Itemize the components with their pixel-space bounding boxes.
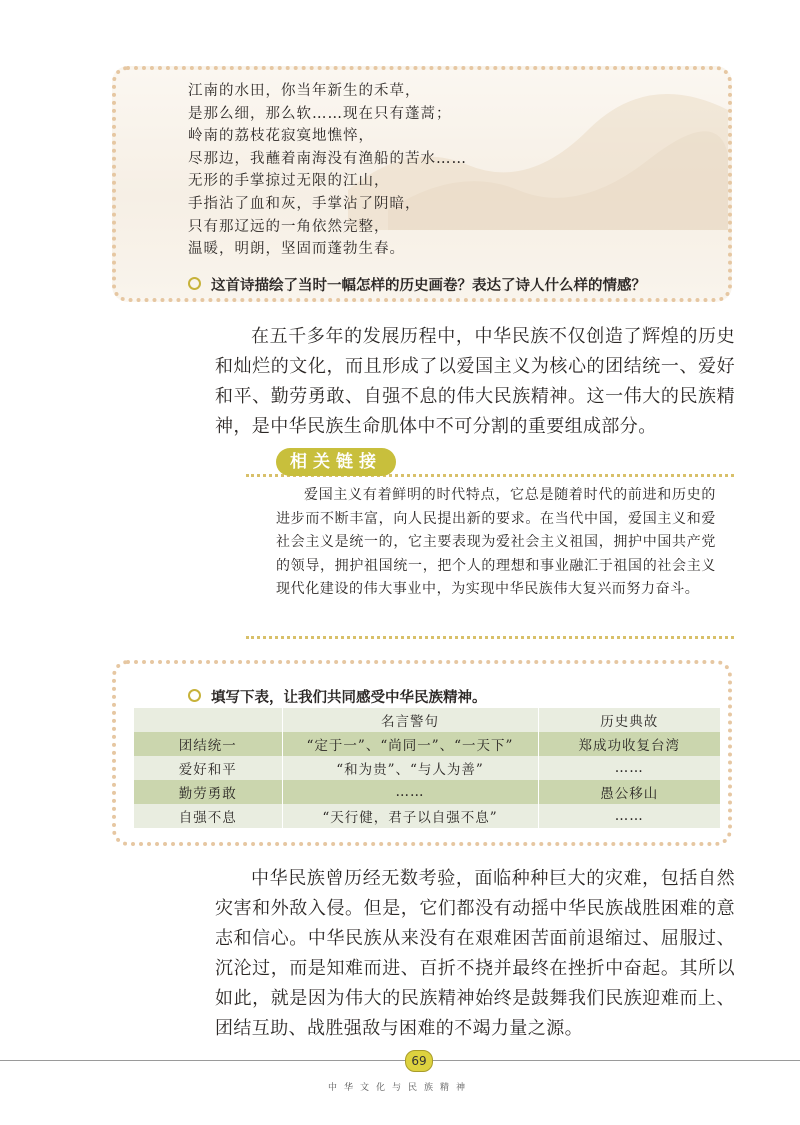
table-cell: 爱好和平 — [134, 756, 282, 780]
poem-line: 岭南的荔枝花寂寞地憔悴， — [188, 128, 374, 145]
related-link-text: 爱国主义有着鲜明的时代特点，它总是随着时代的前进和历史的进步而不断丰富，向人民提出新的要求。在当代中国，爱国主义和爱社会主义是统一的，它主要表现为爱社会主义祖国，拥护中国共产党的领导，拥护祖国统一，把个人的理想和事业融汇于祖国的社会主义现代化建设的伟大事业中，为实现中华民族伟大复兴而努力奋斗。 — [276, 487, 716, 597]
poem-line: 温暖，明朗，坚固而蓬勃生春。 — [188, 241, 405, 258]
table-cell: 勤劳勇敢 — [134, 780, 282, 804]
poem-line: 是那么细，那么软……现在只有蓬蒿； — [188, 105, 452, 122]
table-task-title — [188, 686, 487, 707]
book-title: 中华文化与民族精神 — [327, 1083, 472, 1093]
table-cell: …… — [538, 804, 720, 828]
table-header-cell: 历史典故 — [538, 708, 720, 732]
table-cell: …… — [538, 756, 720, 780]
page-number: 69 — [405, 1050, 433, 1072]
table-cell: 愚公移山 — [538, 780, 720, 804]
poem-box — [112, 66, 732, 302]
table-row — [134, 732, 720, 756]
table-cell: 团结统一 — [134, 732, 282, 756]
poem-question — [188, 274, 646, 295]
table-task-title-text: 填写下表，让我们共同感受中华民族精神。 — [211, 690, 487, 706]
table-row — [134, 756, 720, 780]
poem-line: 只有那辽远的一角依然完整， — [188, 218, 390, 235]
table-header-cell: 名言警句 — [282, 708, 538, 732]
table-cell: 郑成功收复台湾 — [538, 732, 720, 756]
table-header-cell — [134, 708, 282, 732]
poem-question-text: 这首诗描绘了当时一幅怎样的历史画卷？表达了诗人什么样的情感？ — [211, 278, 646, 294]
poem-line: 手指沾了血和灰，手掌沾了阴暗， — [188, 195, 421, 212]
poem-line: 江南的水田，你当年新生的禾草， — [188, 83, 421, 99]
poem-line: 无形的手掌掠过无限的江山， — [188, 173, 390, 190]
ring-bullet-icon — [188, 277, 201, 290]
table-header-row — [134, 708, 720, 732]
related-link-header — [246, 452, 734, 477]
poem-text — [188, 80, 467, 261]
poem-line: 尽那边，我蘸着南海没有渔船的苦水…… — [188, 150, 467, 167]
footer-rule — [0, 1060, 800, 1061]
table-row — [134, 780, 720, 804]
paragraph-text: 在五千多年的发展历程中，中华民族不仅创造了辉煌的历史和灿烂的文化，而且形成了以爱国主义为核心的团结统一、爱好和平、勤劳勇敢、自强不息的伟大民族精神。这一伟大的民族精神，是中华民族生命肌体中不可分割的重要组成部分。 — [215, 326, 735, 437]
body-paragraph-1 — [215, 322, 735, 442]
related-link-badge: 相关链接 — [276, 448, 396, 476]
table-cell: “和为贵”、“与人为善” — [282, 756, 538, 780]
paragraph-text: 中华民族曾历经无数考验，面临种种巨大的灾难，包括自然灾害和外敌入侵。但是，它们都没有动摇中华民族战胜困难的意志和信心。中华民族从来没有在艰难困苦面前退缩过、屈服过、沉沦过，而是知难而进、百折不挠并最终在挫折中奋起。其所以如此，就是因为伟大的民族精神始终是鼓舞我们民族迎难而上、团结互助、战胜强敌与困难的不竭力量之源。 — [215, 868, 735, 1039]
ring-bullet-icon — [188, 689, 201, 702]
spirit-table — [134, 708, 720, 828]
table-cell: “定于一”、“尚同一”、“一天下” — [282, 732, 538, 756]
table-task-box — [112, 660, 732, 846]
table-row — [134, 804, 720, 828]
table-cell: 自强不息 — [134, 804, 282, 828]
body-paragraph-2 — [215, 864, 735, 1044]
table-cell: …… — [282, 780, 538, 804]
table-cell: “天行健，君子以自强不息” — [282, 804, 538, 828]
related-link-divider — [246, 636, 734, 639]
related-link-body — [276, 484, 716, 602]
